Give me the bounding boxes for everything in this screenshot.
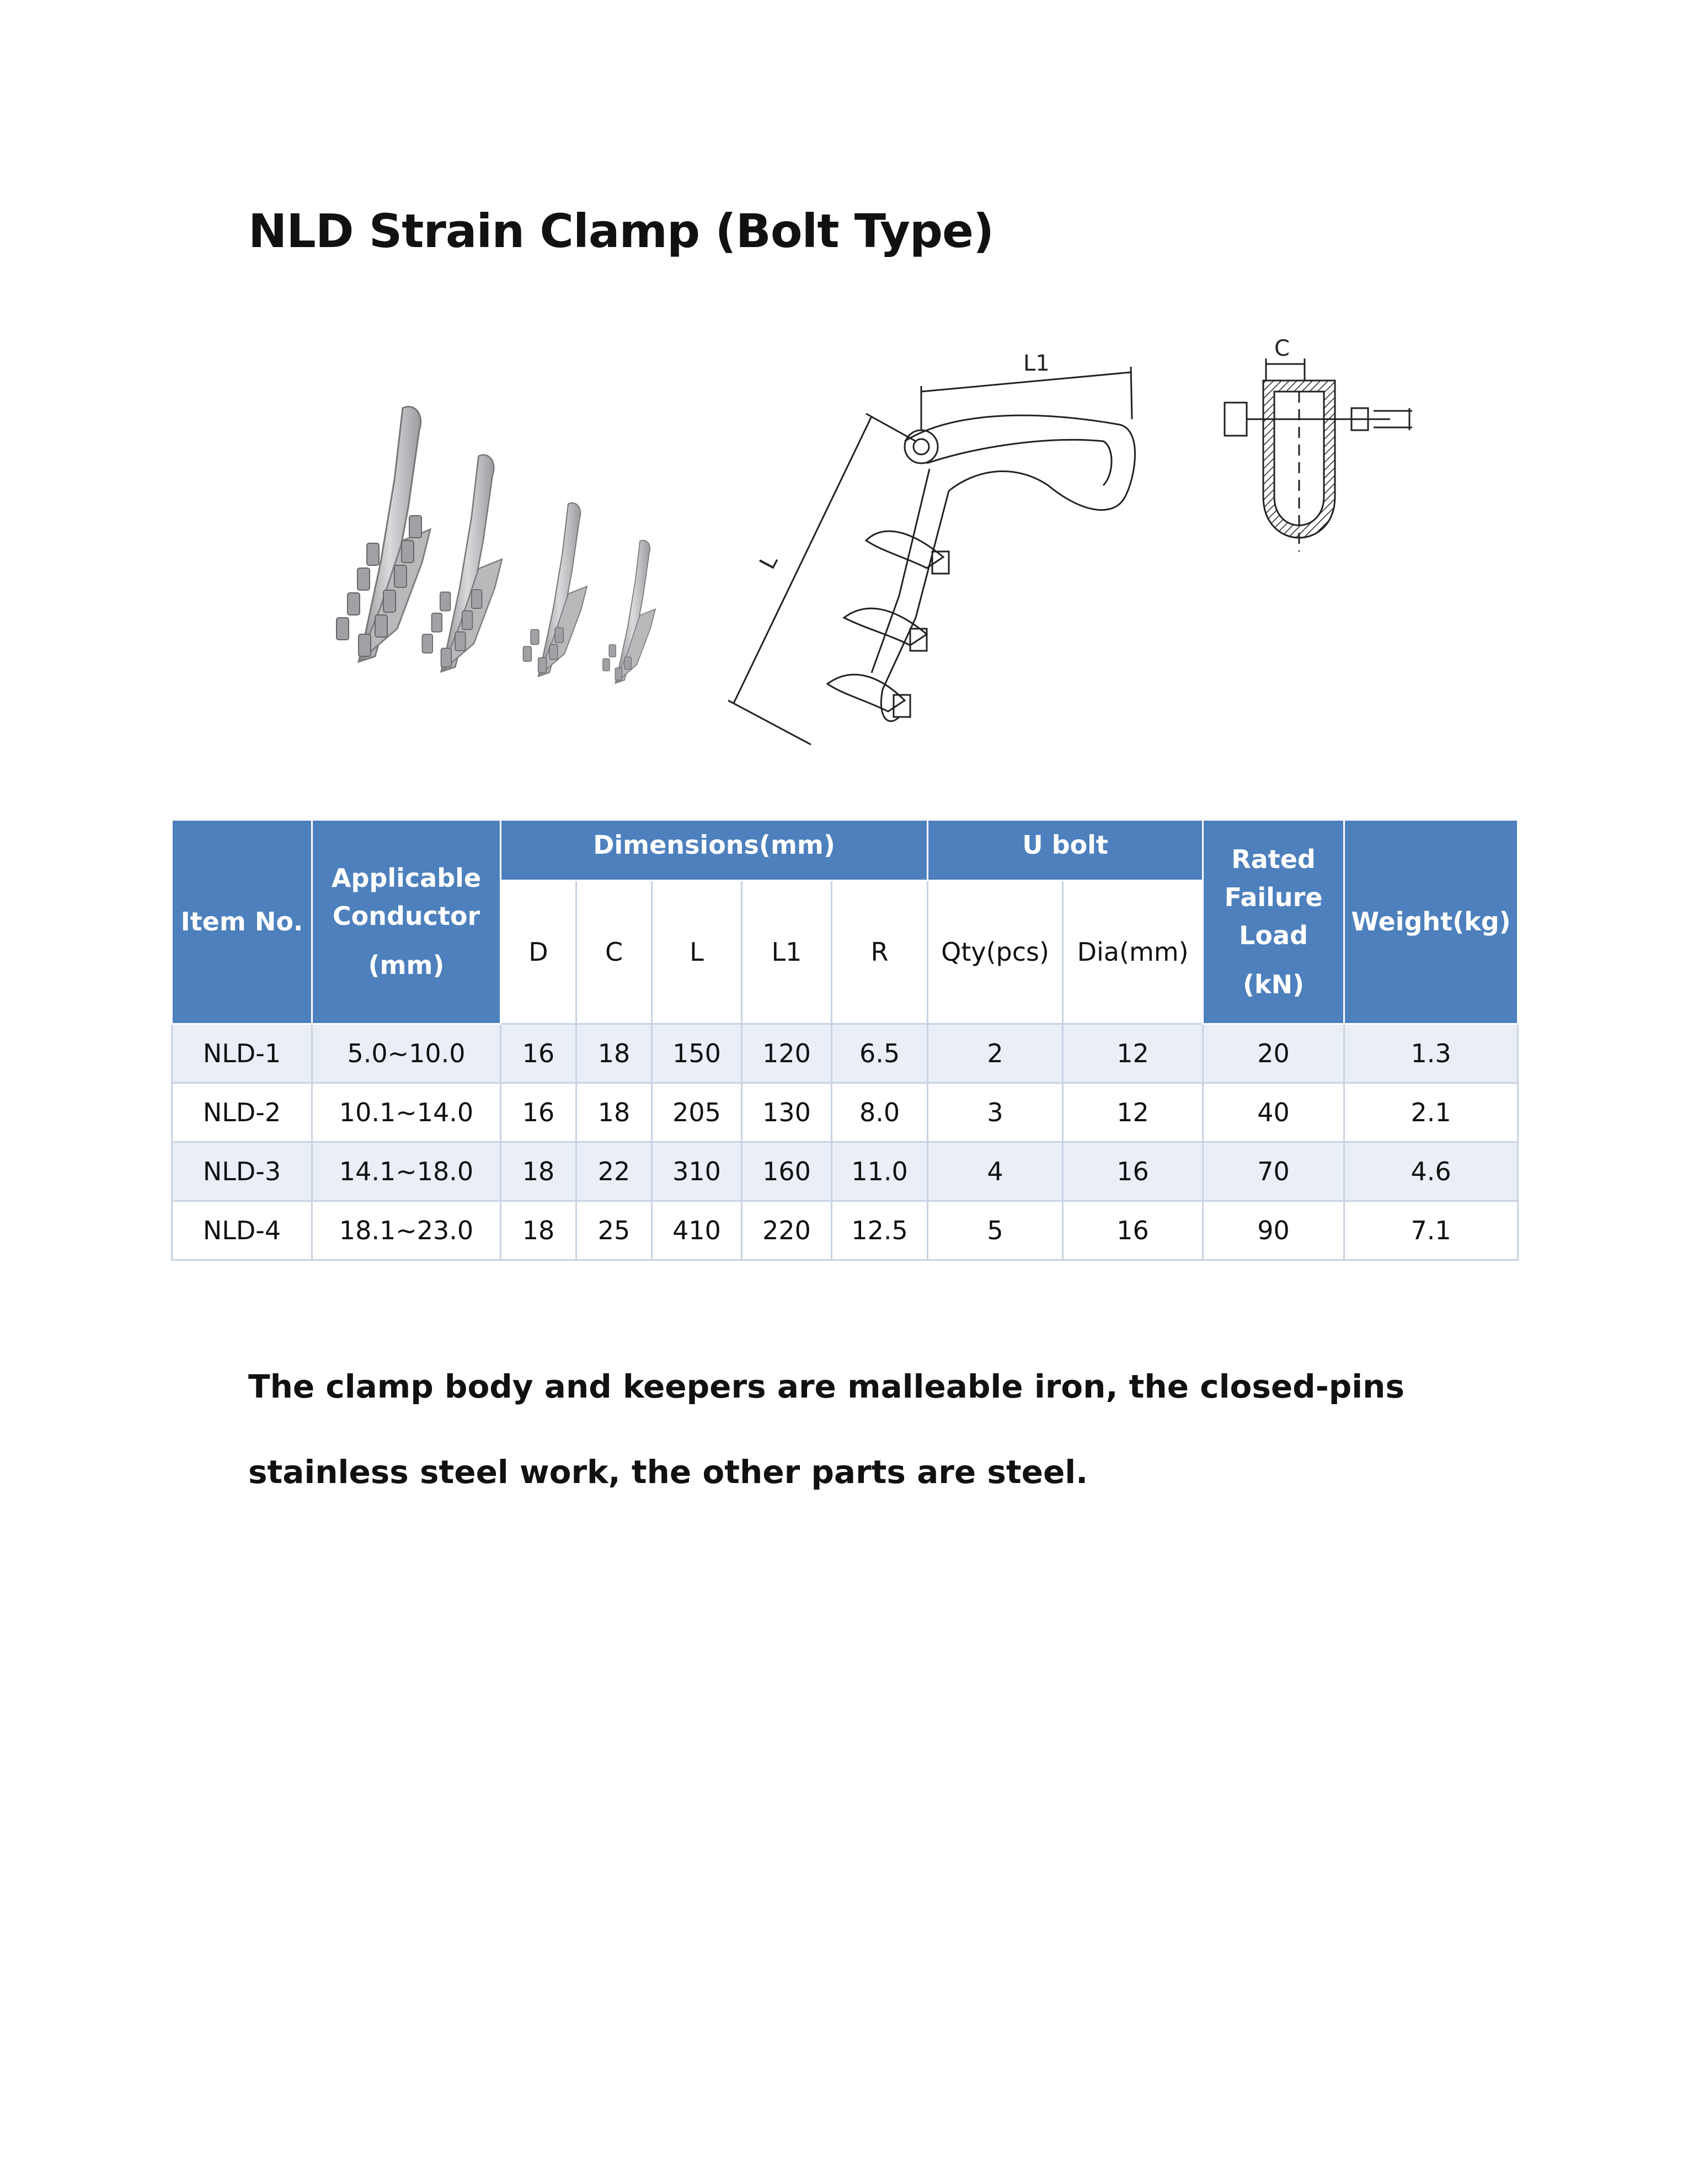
- header-applicable-conductor: [312, 820, 501, 1024]
- cell-l1: 120: [742, 1024, 832, 1083]
- cell-qty: 2: [928, 1024, 1063, 1083]
- subheader-c: C: [576, 881, 652, 1024]
- cell-item-no: NLD-3: [172, 1142, 312, 1201]
- cell-l: 205: [652, 1083, 742, 1142]
- header-conductor-line2: Conductor: [332, 901, 480, 931]
- label-l: L: [755, 550, 783, 574]
- cell-dia: 16: [1063, 1201, 1203, 1260]
- cell-weight: 2.1: [1344, 1083, 1518, 1142]
- product-photo: [265, 397, 706, 706]
- cell-qty: 4: [928, 1142, 1063, 1201]
- cell-dia: 12: [1063, 1024, 1203, 1083]
- table-row: [172, 1024, 1518, 1083]
- cell-conductor: 5.0~10.0: [312, 1024, 501, 1083]
- cell-r: 12.5: [832, 1201, 928, 1260]
- cell-r: 8.0: [832, 1083, 928, 1142]
- cell-c: 18: [576, 1083, 652, 1142]
- table-row: [172, 1142, 1518, 1201]
- cell-item-no: NLD-4: [172, 1201, 312, 1260]
- cell-weight: 4.6: [1344, 1142, 1518, 1201]
- cell-item-no: NLD-1: [172, 1024, 312, 1083]
- clamp-photo-4: [603, 540, 655, 683]
- cell-weight: 1.3: [1344, 1024, 1518, 1083]
- cell-rated-load: 20: [1203, 1024, 1344, 1083]
- cell-d: 16: [501, 1083, 576, 1142]
- description-line-2: stainless steel work, the other parts are steel.: [248, 1453, 1088, 1491]
- cell-r: 6.5: [832, 1024, 928, 1083]
- cell-rated-load: 90: [1203, 1201, 1344, 1260]
- cell-item-no: NLD-2: [172, 1083, 312, 1142]
- subheader-d: D: [501, 881, 576, 1024]
- cell-c: 18: [576, 1024, 652, 1083]
- cell-l: 310: [652, 1142, 742, 1201]
- cell-dia: 16: [1063, 1142, 1203, 1201]
- cell-qty: 5: [928, 1201, 1063, 1260]
- cross-section-drawing: [1214, 331, 1445, 585]
- cell-conductor: 10.1~14.0: [312, 1083, 501, 1142]
- cell-qty: 3: [928, 1083, 1063, 1142]
- header-conductor-line1: Applicable: [331, 863, 482, 893]
- header-rated-line1: Rated: [1231, 844, 1316, 874]
- cell-conductor: 14.1~18.0: [312, 1142, 501, 1201]
- cell-r: 11.0: [832, 1142, 928, 1201]
- side-view-drawing: [717, 331, 1158, 783]
- header-rated-failure-load: [1203, 820, 1344, 1024]
- clamp-photo-1: [336, 406, 430, 662]
- header-dimensions: Dimensions(mm): [501, 820, 928, 881]
- subheader-dia: Dia(mm): [1063, 881, 1203, 1024]
- subheader-l: L: [652, 881, 742, 1024]
- cell-d: 18: [501, 1142, 576, 1201]
- cell-rated-load: 70: [1203, 1142, 1344, 1201]
- label-l1: L1: [1023, 351, 1050, 376]
- header-item-no: Item No.: [172, 820, 312, 1024]
- cell-d: 18: [501, 1201, 576, 1260]
- header-rated-line4: (kN): [1242, 969, 1305, 999]
- cell-l1: 220: [742, 1201, 832, 1260]
- cell-l1: 160: [742, 1142, 832, 1201]
- header-u-bolt: U bolt: [928, 820, 1203, 881]
- description-line-1: The clamp body and keepers are malleable iron, the closed-pins: [248, 1368, 1404, 1405]
- cell-conductor: 18.1~23.0: [312, 1201, 501, 1260]
- spec-table: [171, 819, 1519, 1261]
- cell-d: 16: [501, 1024, 576, 1083]
- subheader-r: R: [832, 881, 928, 1024]
- header-rated-line2: Failure: [1224, 882, 1323, 912]
- cell-weight: 7.1: [1344, 1201, 1518, 1260]
- clamp-photo-3: [523, 503, 587, 677]
- cell-l: 410: [652, 1201, 742, 1260]
- cell-l1: 130: [742, 1083, 832, 1142]
- table-row: [172, 1201, 1518, 1260]
- table-row: [172, 1083, 1518, 1142]
- header-rated-line3: Load: [1239, 920, 1308, 950]
- cell-rated-load: 40: [1203, 1083, 1344, 1142]
- cell-c: 22: [576, 1142, 652, 1201]
- header-conductor-line3: (mm): [368, 950, 445, 980]
- subheader-qty: Qty(pcs): [928, 881, 1063, 1024]
- cell-l: 150: [652, 1024, 742, 1083]
- clamp-photo-2: [423, 455, 503, 672]
- page-title: NLD Strain Clamp (Bolt Type): [248, 204, 994, 258]
- cell-dia: 12: [1063, 1083, 1203, 1142]
- cell-c: 25: [576, 1201, 652, 1260]
- subheader-l1: L1: [742, 881, 832, 1024]
- label-c: C: [1274, 336, 1290, 361]
- header-weight: Weight(kg): [1344, 820, 1518, 1024]
